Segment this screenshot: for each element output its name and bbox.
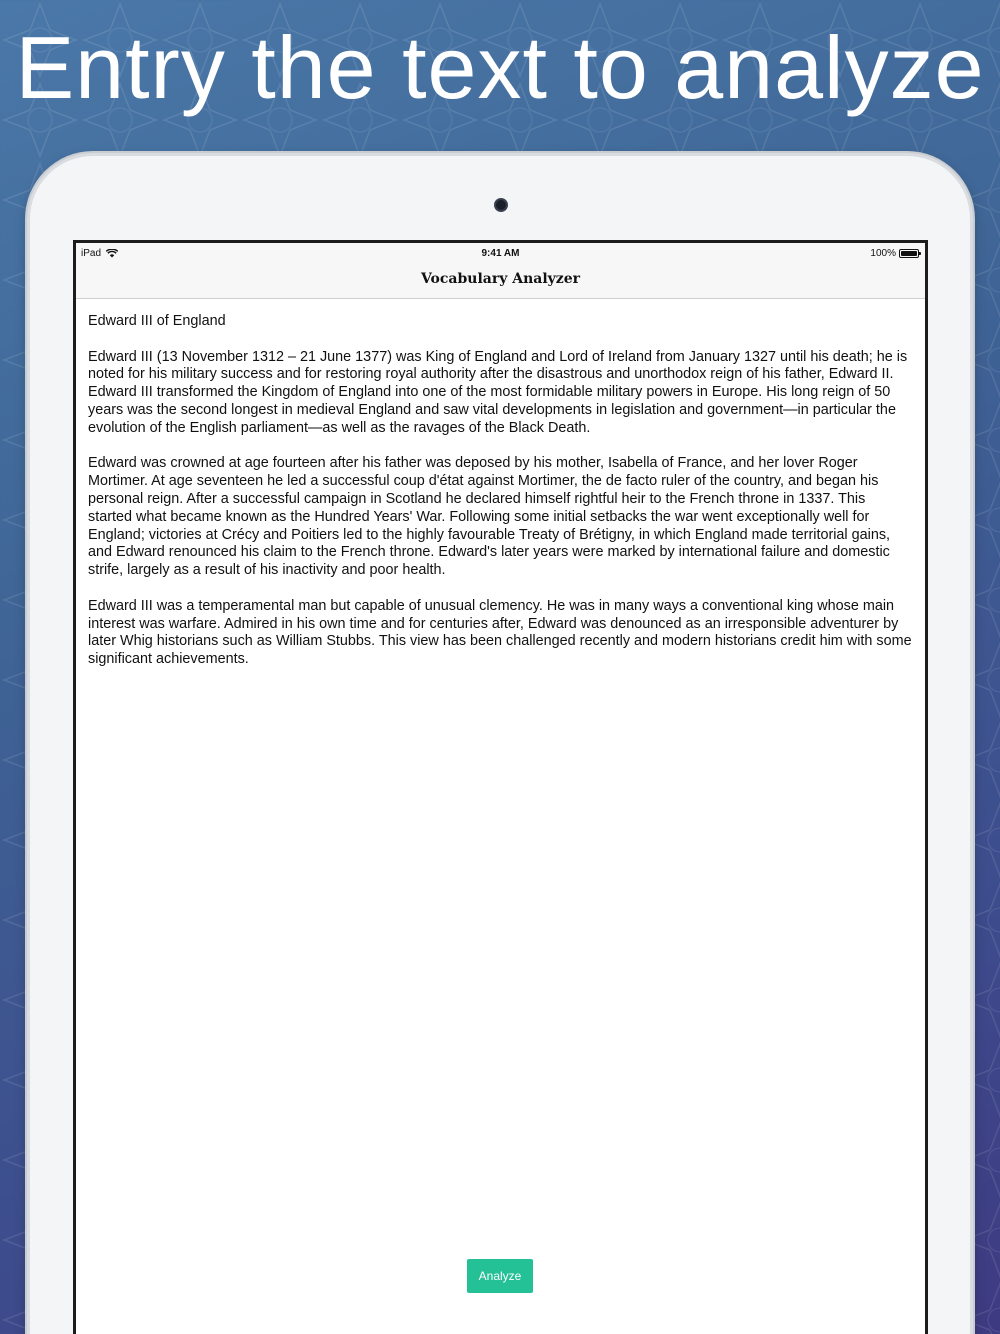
paragraph-2: Edward was crowned at age fourteen after his father was deposed by his mother, Isabella of France, and her lover Roger Mortimer. At age seventeen he led a successful coup d'état against Mortimer, the de facto ruler of the country, and began his personal reign. After a successful campaign in Scotland he declared himself rightful heir to the French throne in 1337. This started what became known as the Hundred Years' War. Following some initial setbacks the war went exceptionally well for England; victories at Crécy and Poitiers led to the highly favourable Treaty of Brétigny, in which England made territorial gains, and Edward renounced his claim to the French throne. Edward's later years were marked by international failure and domestic strife, largely as a result of his inactivity and poor health. [88,455,891,579]
text-input-area[interactable] [88,313,913,687]
paragraph-1: Edward III (13 November 1312 – 21 June 1377) was King of England and Lord of Ireland from January 1327 until his death; he is noted for his military success and for restoring royal authority after the disastrous and unorthodox reign of his father, Edward II. Edward III transformed the Kingdom of England into one of the most formidable military powers in Europe. His long reign of 50 years was the second longest in medieval England and saw vital developments in legislation and government—in particular the evolution of the English parliament—as well as the ravages of the Black Death. [88,348,908,436]
status-time: 9:41 AM [481,248,520,259]
battery-icon [899,249,919,258]
status-right [870,248,919,259]
camera-icon [494,198,508,212]
document-title: Edward III of England [88,313,226,329]
nav-title: Vocabulary Analyzer [420,271,581,287]
app-screen [73,240,928,1334]
analyze-button[interactable]: Analyze [467,1259,533,1293]
device-label: iPad [81,248,102,259]
paragraph-3: Edward III was a temperamental man but capable of unusual clemency. He was in many ways a conventional king whose main interest was warfare. Admired in his own time and for centuries after, Edward was denounced as an irresponsible adventurer by later Whig historians such as William Stubbs. This view has been challenged recently and modern historians credit him with some significant achievements. [88,597,912,668]
status-bar [76,243,925,263]
headline: Entry the text to analyze [15,18,985,117]
navigation-bar [76,263,925,299]
battery-percent: 100% [870,248,896,259]
